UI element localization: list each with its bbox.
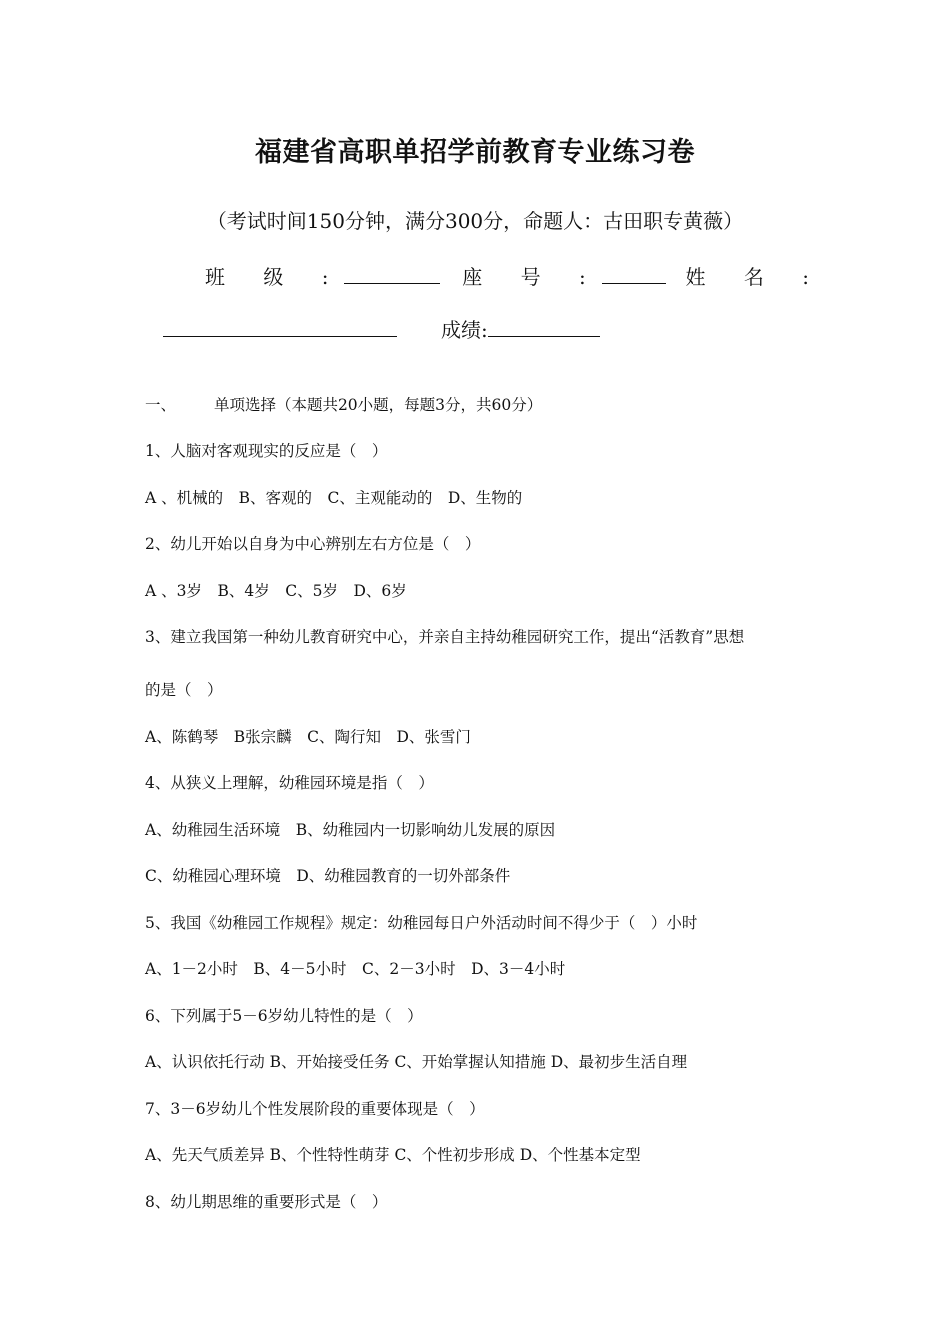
class-label: 班 级 :	[205, 265, 345, 289]
page-title: 福建省高职单招学前教育专业练习卷	[255, 137, 695, 168]
seat-label: 座 号 :	[462, 265, 602, 289]
question-line: A、陈鹤琴 B张宗麟 C、陶行知 D、张雪门	[145, 728, 471, 746]
score-label: 成绩:	[441, 318, 488, 342]
question-line: 4、从狭义上理解，幼稚园环境是指（ ）	[145, 774, 434, 792]
question-line: 2、幼儿开始以自身为中心辨别左右方位是（ ）	[145, 535, 481, 553]
question-line: 5、我国《幼稚园工作规程》规定：幼稚园每日户外活动时间不得少于（ ）小时	[145, 914, 698, 932]
question-line: A 、3岁 B、4岁 C、5岁 D、6岁	[145, 582, 407, 600]
section-title: 单项选择（本题共20小题，每题3分，共60分）	[213, 396, 543, 414]
exam-subtitle: （考试时间150分钟，满分300分，命题人：古田职专黄薇）	[206, 209, 744, 233]
question-line: 7、3－6岁幼儿个性发展阶段的重要体现是（ ）	[145, 1100, 485, 1118]
section-heading	[145, 393, 542, 415]
student-info-row-2	[163, 314, 600, 343]
section-number: 一、	[145, 396, 177, 414]
name-blank	[163, 316, 397, 337]
score-blank	[488, 316, 600, 337]
seat-blank	[602, 263, 666, 284]
question-line: 8、幼儿期思维的重要形式是（ ）	[145, 1193, 388, 1211]
question-line: A、1－2小时 B、4－5小时 C、2－3小时 D、3－4小时	[145, 960, 566, 978]
class-blank	[344, 263, 440, 284]
name-label: 姓 名 :	[685, 265, 825, 289]
question-line: C、幼稚园心理环境 D、幼稚园教育的一切外部条件	[145, 867, 511, 885]
question-line: 的是（ ）	[145, 681, 223, 699]
question-line: 1、人脑对客观现实的反应是（ ）	[145, 442, 388, 460]
question-line: A、认识依托行动 B、开始接受任务 C、开始掌握认知措施 D、最初步生活自理	[145, 1053, 688, 1071]
question-line: A 、机械的 B、客观的 C、主观能动的 D、生物的	[145, 489, 523, 507]
student-info-row	[205, 261, 825, 290]
question-line: 3、建立我国第一种幼儿教育研究中心，并亲自主持幼稚园研究工作，提出“活教育”思想	[145, 628, 745, 646]
question-line: 6、下列属于5－6岁幼儿特性的是（ ）	[145, 1007, 423, 1025]
question-line: A、幼稚园生活环境 B、幼稚园内一切影响幼儿发展的原因	[145, 821, 556, 839]
question-line: A、先天气质差异 B、个性特性萌芽 C、个性初步形成 D、个性基本定型	[145, 1146, 641, 1164]
